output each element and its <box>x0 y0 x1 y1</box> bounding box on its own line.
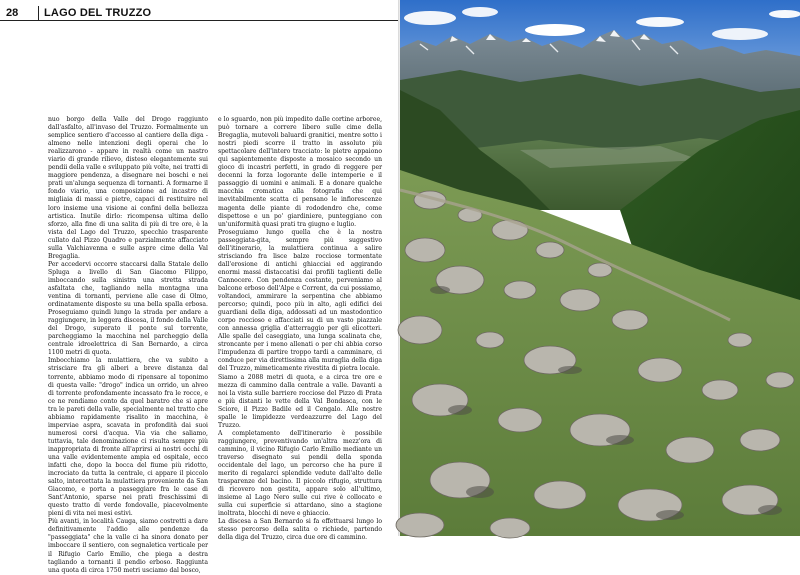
cloud <box>769 10 800 18</box>
cloud <box>404 11 456 25</box>
text-column-left <box>48 116 208 575</box>
running-title: LAGO DEL TRUZZO <box>44 7 152 19</box>
header-rule <box>0 20 400 21</box>
paragraph: Più avanti, in località Cauga, siamo costretti a dare definitivamente l'addio alle pendenze da "passeggiata" che la valle ci ha sinora donato per imboccare il sentiero, con segnaletica verticale per il Rifugio Carlo Emilio, che piega a destra tagliando a tornanti il pendio erboso. Raggiunta una quota di circa 1750 metri usciamo dal bosco, <box>48 518 208 574</box>
left-page <box>0 0 400 574</box>
paragraph: e lo sguardo, non più impedito dalle cortine arboree, può tornare a correre libero sulle cime della Bregaglia, mutevoli baluardi granitici, mentre sotto i nostri piedi scorre il tratto in assoluto più spettacolare dell'intero tracciato: le pietre appaiono qui sapientemente disposte a mosaico secondo un gioco di incastri perfetti, in grado di reggere per decenni la forza logorante delle intemperie e il passaggio di uomini e animali. E a donare qualche macchia cromatica alla fotografia che qui inevitabilmente scatta ci pensano le infiorescenze magenta delle piante di rododendro che, come dispettose e un po' giardiniere, punteggiano con un'uniformità quasi prati tra giugno e luglio. <box>218 116 382 228</box>
cloud <box>525 24 585 36</box>
paragraph: Per accedervi occorre staccarsi dalla Statale dello Spluga a livello di San Giacomo Filippo, imboccando sulla sinistra una stretta strada asfaltata che, tagliando nella montagna una ventina di tornanti, perviene alle case di Olmo, ordinatamente disposte su una bella spalla erbosa. Proseguiamo quindi lungo la strada per andare a raggiungere, in leggera discesa, il fondo della Valle del Drogo, superato il ponte sul torrente, parcheggiamo la macchina nel parcheggio della centrale idroelettrica di San Bernardo, a circa 1100 metri di quota. <box>48 260 208 357</box>
text-column-right <box>218 116 382 542</box>
paragraph: Proseguiamo lungo quella che è la nostra passeggiata-gita, sempre più suggestivo dell'itinerario, la mulattiera continua a salire strisciando fra lisce balze rocciose tormentate dall'erosione di antichi ghiacciai ed aggirando enormi massi distaccatisi dai profili taglienti delle Cannocere. Con pendenza costante, perveniamo al balcone erboso dell'Alpe e Corrent, da cui possiamo, voltandoci, ammirare la serpentina che abbiamo percorso; quindi, poco più in alto, agli edifici dei guardiani della diga, addossati ad un mastodontico corpo roccioso e affacciati su di un vasto piazzale con annessa griglia d'atterraggio per gli elicotteri. Alle spalle del caseggiato, una lunga scalinata che, stroncante per i meno allenati o per chi abbia corso l'impudenza di partire troppo tardi a camminare, ci conduce per via direttissima alla muraglia della diga del Truzzo, mimeticamente rivestita di pietra locale. <box>218 228 382 373</box>
cloud <box>462 7 498 17</box>
paragraph: Imbocchiamo la mulattiera, che va subito a strisciare fra gli alberi a breve distanza dal torrente, abbiamo modo di ripensare al toponimo di questa valle: "drogo" indica un orrido, un alveo di torrente profondamente incassato fra le rocce, e ce ne rendiamo conto da quel baratro che si apre tra le pareti della valle, specialmente nel tratto che abbiamo rapidamente risalito in macchina, è imperviae aspra, scavata in profondità dai suoi numerosi corsi d'acqua. Via via che saliamo, tuttavia, tale denominazione ci risulta sempre più inappropriata di fronte all'aprirsi ai nostri occhi di una valle evidentemente ampia ed ospitale, ecco infatti che, dopo la bocca del fiume più ridotto, incrociato da tutta la centrale, ci appare il piccolo salto, intercettata la mulattiera proveniente da San Giacomo, e porta a passeggiare fra le case di Sant'Antonio, sparse nei prati freschissimi di questo tratto di verde fondovalle, piacevolmente pieni di vita nei mesi estivi. <box>48 357 208 518</box>
header-divider <box>38 6 39 20</box>
paragraph: nuo borgo della Valle del Drogo raggiunto dall'asfalto, all'invaso del Truzzo. Formalmente un semplice sentiero d'accesso al cantiere della diga - almeno nelle intenzioni degli operai che lo realizzarono - appare in realtà come un nastro viario di grande rilievo, disteso elegantemente sui pendii della valle e sviluppato più volte, nei tratti di maggiore pendenza, a disegnare nei boschi e nei prati un'alunga sequenza di tornanti. A formarne il fondo viario, una composizione ad incastro di migliaia di massi e pietre, capaci di restituire nel loro insieme una visione ai confini della bellezza artistica. Inutile dirlo: ricompensa ultima dello sforzo, alla fine di una salita di più di tre ore, è la vista del Lago del Truzzo, specchio trasparente cullato dal Pizzo Quadro e parzialmente affacciato sulla Valchiavenna e sulle aspre cime della Val Bregaglia. <box>48 116 208 260</box>
cloud <box>636 17 684 27</box>
landscape-photo <box>400 0 800 536</box>
paragraph: Siamo a 2088 metri di quota, e a circa tre ore e mezza di cammino dalla centrale a valle. Davanti a noi la vista sulle barriere rocciose del Pizzo di Prata e più distanti le vette della Val Bondasca, con le Sciore, il Pizzo Badile ed il Cengalo. Alle nostre spalle le limpidezze verdeazzurre del Lago del Truzzo. <box>218 373 382 429</box>
paragraph: A completamento dell'itinerario è possibile raggiungere, preventivando un'altra mezz'ora di cammino, il vicino Rifugio Carlo Emilio mediante un traverso disegnato sui pendii della sponda occidentale del lago, un percorso che ha pure il merito di regalarci splendide vedute dall'alto delle trasparenze del bacino. Il piccolo rifugio, struttura di ricovero non gestita, appare solo all'ultimo, insieme al Lago Nero sulle cui rive è collocato e sulla cui superficie si attardano, sino a stagione inoltrata, blocchi di neve e ghiaccio. <box>218 429 382 518</box>
page-number: 28 <box>6 7 19 19</box>
paragraph: La discesa a San Bernardo si fa effettuarsi lungo lo stesso percorso della salita o richiede, partendo della diga del Truzzo, circa due ore di cammino. <box>218 518 382 542</box>
cloud <box>712 28 768 40</box>
